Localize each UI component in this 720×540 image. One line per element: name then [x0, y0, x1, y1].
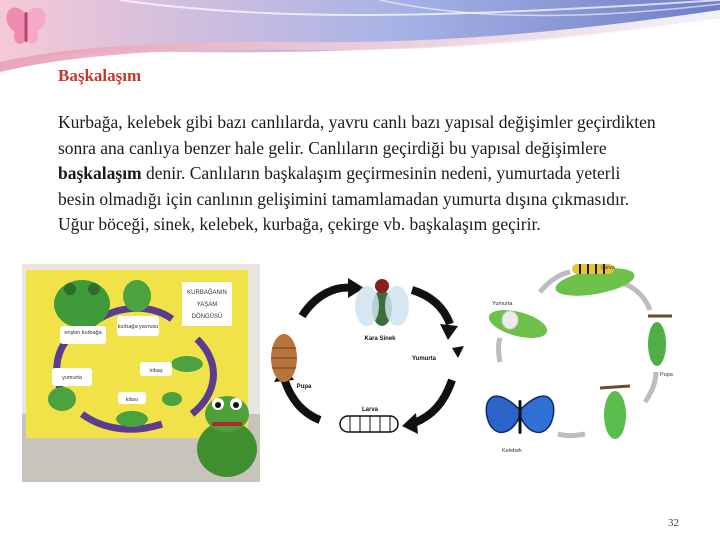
- fly-label-larva: Larva: [361, 407, 379, 413]
- paragraph-bold-term: başkalaşım: [58, 163, 142, 183]
- poster-title-line-3: DÖNGÜSÜ: [191, 314, 223, 320]
- poster-label-tadpole: iribaş: [149, 368, 163, 374]
- butterfly-life-cycle-diagram: [480, 252, 686, 466]
- fly-label-adult: Kara Sinek: [364, 336, 396, 342]
- poster-label-young: kurbağa yavrusu: [117, 324, 159, 330]
- paragraph-part-1: Kurbağa, kelebek gibi bazı canlılarda, yavru canlı bazı yapısal değişimler geçirdikten sonra ana canlıya benzer hale gelir. Canlıların geçirdiği bu yapısal değişimlere: [58, 112, 656, 158]
- butterfly-label-pupa: Pupa: [660, 372, 673, 378]
- fly-label-pupa: Pupa: [296, 384, 312, 390]
- poster-label-frogspawn: kilası: [125, 397, 139, 403]
- poster-title-line-1: KURBAĞANIN: [187, 290, 227, 296]
- section-heading: Başkalaşım: [58, 66, 142, 85]
- fly-label-egg: Yumurta: [411, 356, 437, 362]
- butterfly-label-adult: Kelebek: [502, 448, 522, 454]
- poster-title-line-2: YAŞAM: [196, 302, 218, 308]
- page-number: 32: [668, 517, 679, 529]
- frog-life-cycle-poster: [22, 264, 260, 482]
- paragraph-part-2: denir. Canlıların başkalaşım geçirmesinin nedeni, yumurtada yeterli besin olmadığı için canlının gelişimini tamamlamadan yumurta dışına çıkmasıdır. Uğur böceği, sinek, kelebek, kurbağa, çekirge vb. başkalaşım geçirir.: [58, 163, 630, 234]
- butterfly-label-egg: Yumurta: [492, 301, 513, 307]
- poster-label-adult: erişkin kurbağa: [64, 330, 102, 336]
- fly-life-cycle-diagram: [262, 268, 480, 448]
- butterfly-label-larva: Larva: [601, 265, 615, 271]
- body-paragraph: [58, 110, 658, 238]
- poster-label-egg: yumurta: [62, 375, 82, 381]
